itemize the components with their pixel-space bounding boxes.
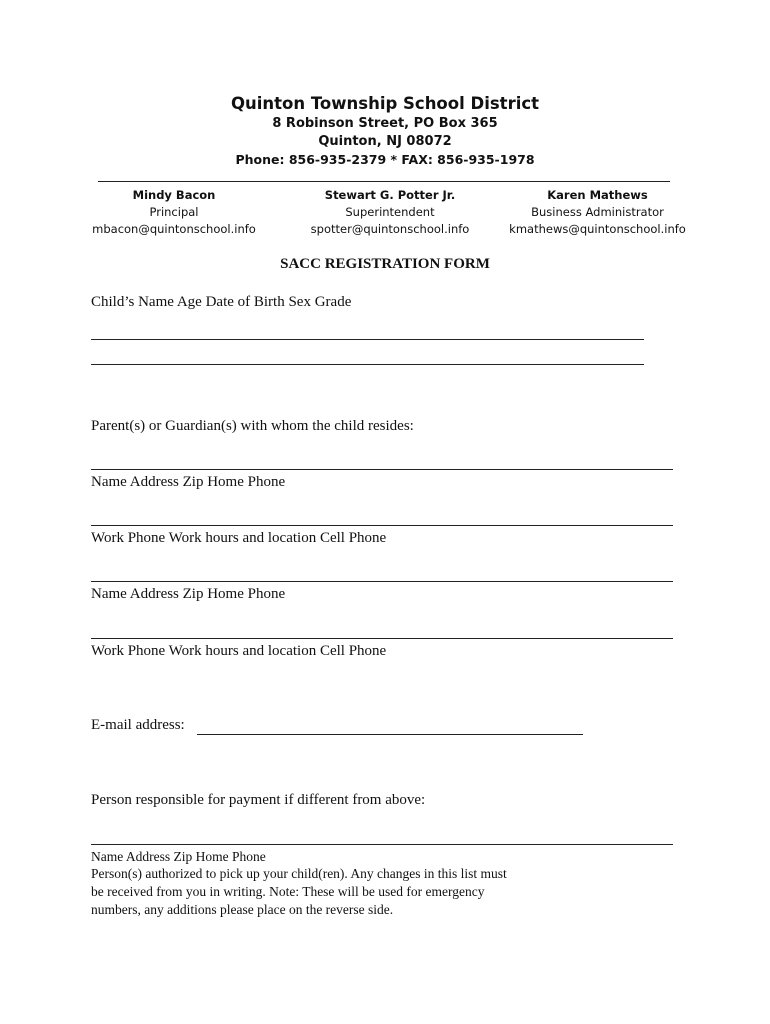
district-title: Quinton Township School District xyxy=(230,94,540,113)
staff-email[interactable]: kmathews@quintonschool.info xyxy=(509,222,686,236)
child-entry-line-1[interactable] xyxy=(91,339,644,340)
parent-row-label-1: Name Address Zip Home Phone xyxy=(91,474,286,490)
parent-row-label-2: Work Phone Work hours and location Cell Phone xyxy=(91,530,387,546)
parent-entry-line-4[interactable] xyxy=(91,638,673,639)
staff-email[interactable]: mbacon@quintonschool.info xyxy=(92,222,256,236)
child-info-header: Child’s Name Age Date of Birth Sex Grade xyxy=(91,294,352,310)
staff-name: Mindy Bacon xyxy=(132,188,216,202)
parent-entry-line-1[interactable] xyxy=(91,469,673,470)
pickup-note-line-3: numbers, any additions please place on the reverse side. xyxy=(91,902,394,917)
staff-name: Stewart G. Potter Jr. xyxy=(324,188,456,202)
staff-role: Principal xyxy=(149,205,199,219)
street-address: 8 Robinson Street, PO Box 365 xyxy=(272,116,498,131)
staff-role: Superintendent xyxy=(345,205,435,219)
payment-prompt: Person responsible for payment if different from above: xyxy=(91,792,426,808)
pickup-note-line-2: be received from you in writing. Note: These will be used for emergency xyxy=(91,884,485,899)
staff-name: Karen Mathews xyxy=(547,188,648,202)
staff-email[interactable]: spotter@quintonschool.info xyxy=(310,222,470,236)
staff-superintendent xyxy=(290,187,490,238)
parent-entry-line-2[interactable] xyxy=(91,525,673,526)
payment-entry-line[interactable] xyxy=(91,844,673,845)
staff-principal xyxy=(74,187,274,238)
email-label: E-mail address: xyxy=(91,717,185,733)
staff-role: Business Administrator xyxy=(531,205,664,219)
parent-entry-line-3[interactable] xyxy=(91,581,673,582)
phone-fax: Phone: 856-935-2379 * FAX: 856-935-1978 xyxy=(235,152,535,167)
parent-row-label-3: Name Address Zip Home Phone xyxy=(91,586,286,602)
city-address: Quinton, NJ 08072 xyxy=(318,134,452,149)
payment-row-label: Name Address Zip Home Phone xyxy=(91,849,266,864)
letterhead-divider xyxy=(98,181,670,182)
parent-row-label-4: Work Phone Work hours and location Cell Phone xyxy=(91,643,387,659)
email-entry-line[interactable] xyxy=(197,734,583,735)
pickup-note-line-1: Person(s) authorized to pick up your child(ren). Any changes in this list must xyxy=(91,866,507,881)
child-entry-line-2[interactable] xyxy=(91,364,644,365)
form-title: SACC REGISTRATION FORM xyxy=(280,256,490,272)
staff-business-administrator xyxy=(495,187,700,238)
parents-prompt: Parent(s) or Guardian(s) with whom the child resides: xyxy=(91,418,414,434)
